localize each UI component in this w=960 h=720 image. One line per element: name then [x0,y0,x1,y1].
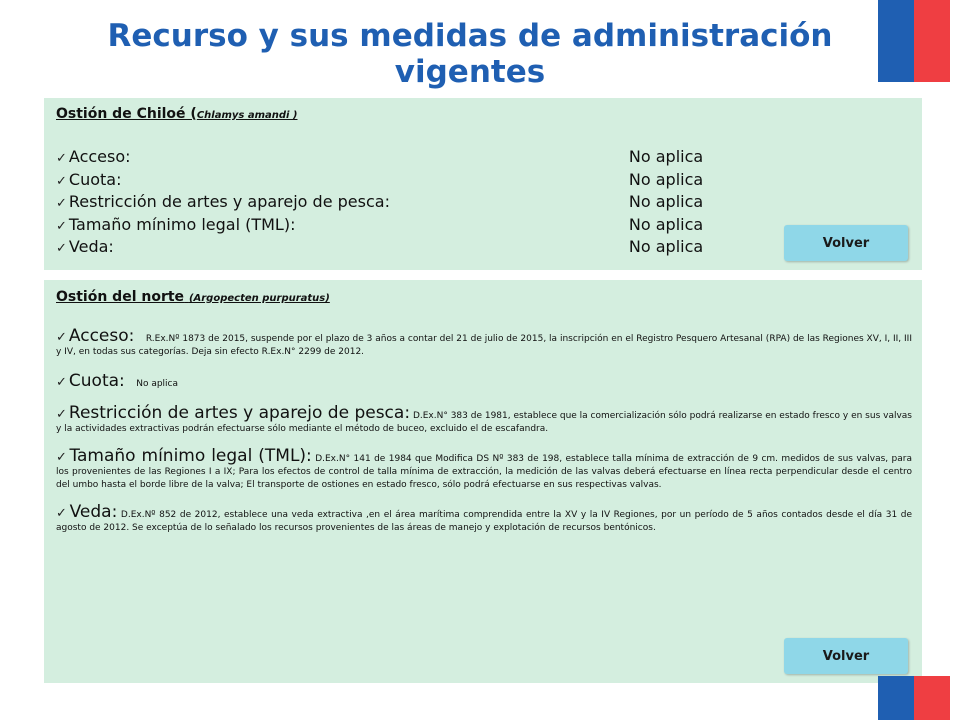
panel1-heading-name: Ostión de Chiloé ( [56,106,197,122]
measure-label: Restricción de artes y aparejo de pesca: [68,192,390,211]
list-item [56,147,703,170]
list-item [56,371,912,391]
list-item [56,215,703,238]
list-item [56,446,912,492]
check-icon: ✓ [56,375,67,390]
measure-text: D.Ex.Nº 852 de 2012, establece una veda extractiva ,en el área marítima comprendida entre la XV y la IV Regiones, por un período de 5 años contados desde el día 31 de agosto de 2012. Se exceptúa de lo señalado los recursos provenientes de las áreas de manejo y explotación de recursos bentónicos. [56,510,912,533]
measure-label: Cuota: [68,371,125,391]
panel2-heading-scientific: (Argopecten purpuratus) [188,293,330,304]
measure-label: Cuota: [68,169,122,189]
list-item [56,192,703,215]
measure-value: No aplica [628,214,704,234]
panel2-measure-list [56,326,912,535]
list-item [56,403,912,436]
flag-blue-stripe [878,676,914,720]
measure-text: D.Ex.N° 141 de 1984 que Modifica DS Nº 383 de 198, establece talla mínima de extracción de 9 cm. medidos de sus valvas, para los provenientes de las Regiones I a IX; Para los efectos de control de talla mínima de extracción, la medición de las valvas deberá efectuarse en línea recta perpendicular desde el centro del umbo hasta el borde libre de la valva; El transporte de ostiones en estado fresco, sólo podrá efectuarse en sus respectivas valvas. [56,454,912,490]
panel1-heading-scientific: Chlamys amandi ) [196,110,298,121]
check-icon: ✓ [56,218,67,234]
measure-label: Veda: [69,502,118,522]
measure-value: No aplica [628,169,704,189]
check-icon: ✓ [56,196,67,211]
measure-value: No aplica [628,147,704,166]
panel-ostion-norte [44,280,922,683]
flag-decoration-bottom [878,676,950,720]
measure-text: R.Ex.Nº 1873 de 2015, suspende por el plazo de 3 años a contar del 21 de julio de 2015, la inscripción en el Registro Pesquero Artesanal (RPA) de las Regiones XV, I, II, III y IV, en todas sus categorías. Deja sin efecto R.Ex.N° 2299 de 2012. [56,334,912,357]
measure-label: Acceso: [68,147,131,166]
panel-ostion-chiloe [44,98,922,270]
volver-button[interactable]: Volver [784,638,908,674]
flag-red-stripe [914,676,950,720]
panel1-measure-list [56,147,703,260]
list-item [56,170,703,193]
check-icon: ✓ [56,506,68,521]
panel2-heading-name: Ostión del norte [56,289,185,305]
flag-blue-stripe [878,0,914,82]
measure-label: Tamaño mínimo legal (TML): [69,446,312,466]
check-icon: ✓ [56,241,67,256]
check-icon: ✓ [56,330,67,345]
list-item [56,326,912,359]
flag-red-stripe [914,0,950,82]
page-title: Recurso y sus medidas de administración vigentes [107,18,833,90]
measure-label: Acceso: [68,326,135,346]
check-icon: ✓ [56,407,67,422]
volver-button[interactable]: Volver [784,225,908,261]
check-icon: ✓ [56,151,67,166]
check-icon: ✓ [56,173,67,189]
measure-text: D.Ex.N° 383 de 1981, establece que la comercialización sólo podrá realizarse en estado fresco y en sus valvas y la actividades extractivas podrán efectuarse sólo mediante el método de buceo, excluido el de escafandra. [56,411,912,434]
measure-value: No aplica [628,237,704,256]
measure-label: Restricción de artes y aparejo de pesca: [68,403,411,423]
measure-value: No aplica [628,192,704,211]
panel1-heading [56,106,298,122]
list-item [56,237,703,260]
panel2-heading [56,289,330,305]
measure-label: Tamaño mínimo legal (TML): [68,214,296,234]
check-icon: ✓ [56,450,68,465]
measure-text: No aplica [136,379,179,389]
flag-decoration-top [878,0,950,82]
measure-label: Veda: [68,237,114,256]
list-item [56,502,912,535]
